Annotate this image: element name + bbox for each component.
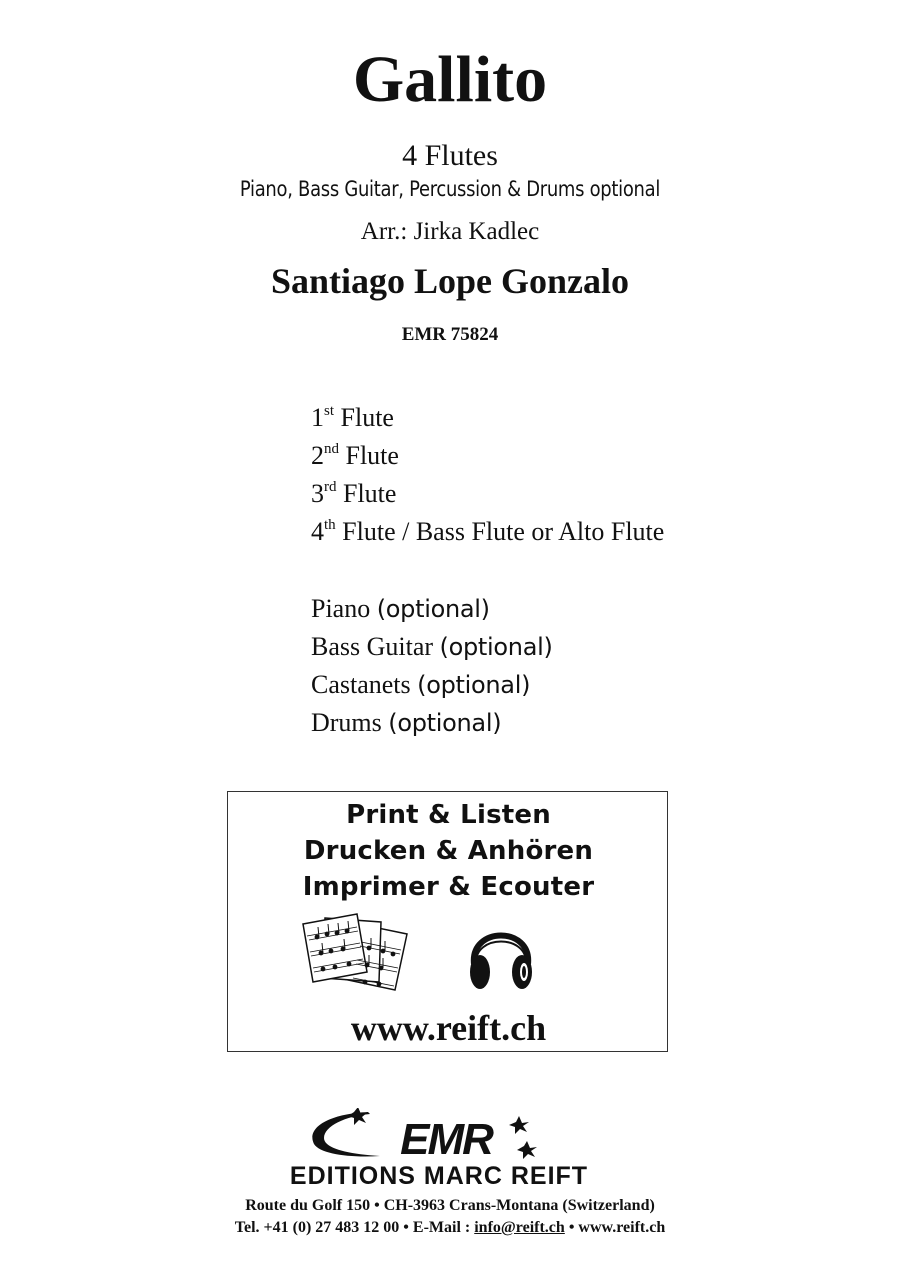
part-item [311,481,396,507]
optional-part-name: Bass Guitar [311,632,434,661]
part-ordinal: st [324,403,335,419]
composer-name: Santiago Lope Gonzalo [270,261,630,301]
optional-part-item [311,634,553,660]
part-item [311,443,399,469]
separator: • [568,1219,575,1236]
optional-part-name: Drums [311,708,382,737]
optional-part-name: Castanets [311,670,411,699]
headphones-icon [466,916,536,994]
website-link[interactable]: www.reift.ch [578,1219,666,1236]
part-name: Flute / Bass Flute or Alto Flute [342,517,665,546]
part-ordinal: th [324,517,336,533]
part-ordinal: nd [324,441,339,457]
part-name: Flute [345,441,399,470]
optional-note: (optional) [376,595,490,623]
promo-line-fr: Imprimer & Ecouter [302,872,595,902]
part-number: 1 [311,403,324,432]
sheet-music-icon [301,912,411,992]
separator: • [403,1219,409,1236]
optional-note: (optional) [439,633,553,661]
part-ordinal: rd [324,479,337,495]
optional-part-name: Piano [311,594,371,623]
part-number: 2 [311,441,324,470]
part-item [311,405,394,431]
part-number: 3 [311,479,324,508]
catalog-code: EMR 75824 [401,324,499,345]
arranger-credit: Arr.: Jirka Kadlec [360,218,540,245]
part-number: 4 [311,517,324,546]
ensemble-subtitle: 4 Flutes [402,139,498,172]
optional-part-item [311,672,530,698]
promo-website[interactable]: www.reift.ch [350,1008,547,1048]
part-item [311,519,664,545]
publisher-name: EDITIONS MARC REIFT [289,1162,589,1190]
print-listen-promo[interactable] [227,791,668,1052]
optional-note: (optional) [388,709,502,737]
part-name: Flute [340,403,394,432]
publisher-contact [0,1220,900,1236]
instrumentation-note: Piano, Bass Guitar, Percussion & Drums optional [239,177,661,201]
promo-line-en: Print & Listen [346,800,551,830]
part-name: Flute [343,479,397,508]
publisher-address: Route du Golf 150 • CH-3963 Crans-Montana (Switzerland) [245,1197,655,1214]
optional-part-item [311,710,501,736]
email-label: E-Mail : [412,1219,471,1236]
optional-note: (optional) [417,671,531,699]
publisher-logo [250,1108,650,1194]
email-link[interactable]: info@reift.ch [474,1219,565,1236]
score-title: Gallito [352,43,548,116]
logo-letters: EMR [400,1115,492,1164]
promo-line-de: Drucken & Anhören [303,836,594,866]
optional-part-item [311,596,490,622]
publisher-phone: Tel. +41 (0) 27 483 12 00 [234,1219,400,1236]
